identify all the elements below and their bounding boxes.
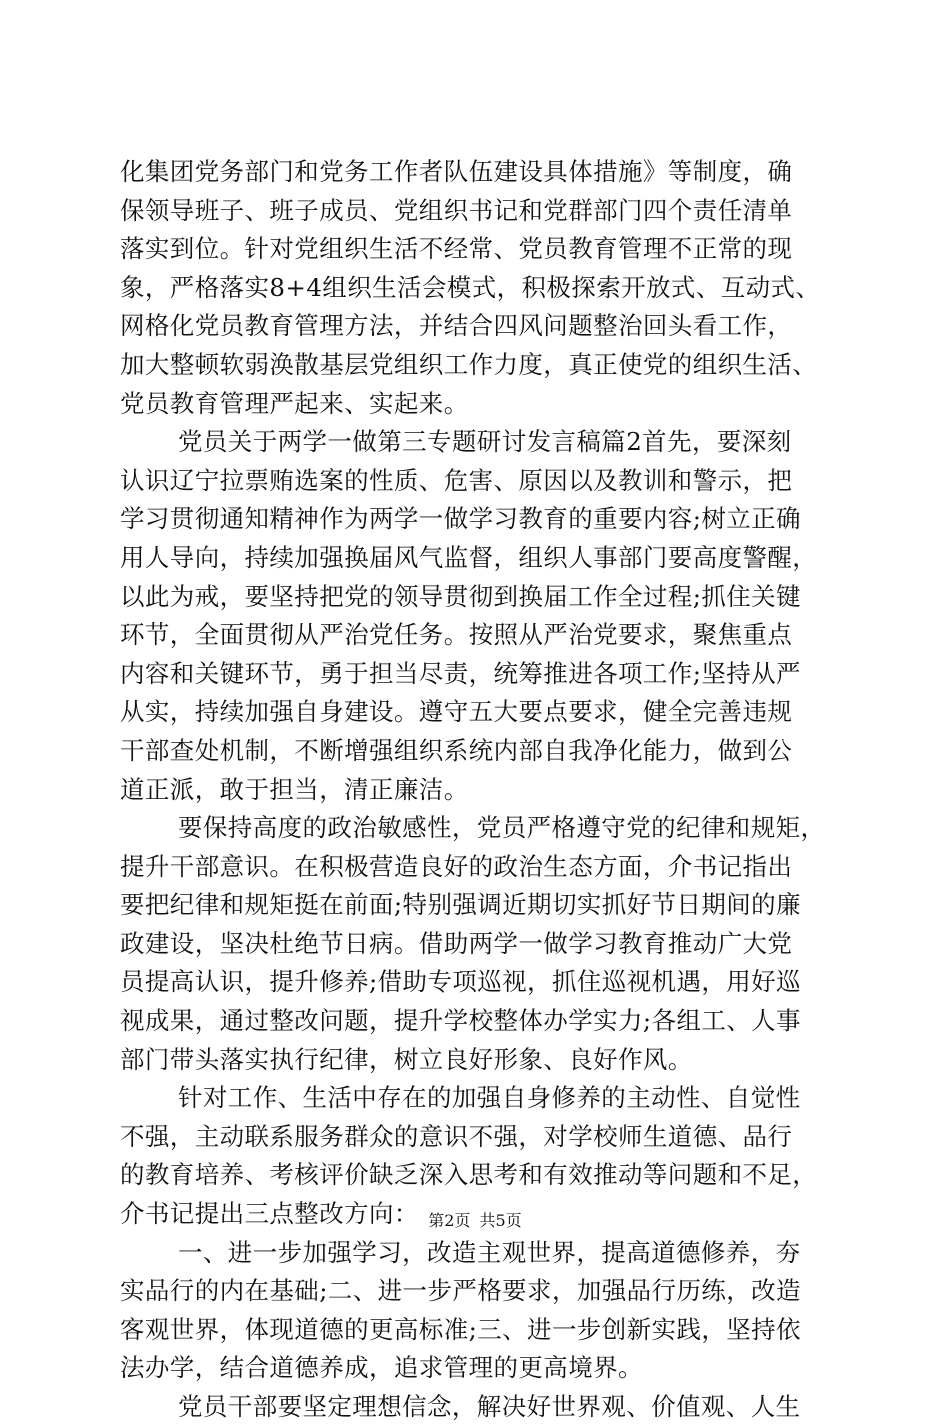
text-line: 内容和关键环节，勇于担当尽责，统筹推进各项工作;坚持从严	[120, 658, 801, 688]
text-line: 员提高认识，提升修养;借助专项巡视，抓住巡视机遇，用好巡	[120, 967, 801, 997]
text-line: 化集团党务部门和党务工作者队伍建设具体措施》等制度，确	[120, 157, 793, 186]
text-line: 党员干部要坚定理想信念，解决好世界观、价值观、人生	[178, 1392, 801, 1421]
page-footer	[0, 1210, 950, 1232]
text-line: 实品行的内在基础;二、进一步严格要求，加强品行历练，改造	[120, 1276, 801, 1306]
text-line: 视成果，通过整改问题，提升学校整体办学实力;各组工、人事	[120, 1006, 801, 1036]
text-line: 介书记提出三点整改方向：	[120, 1199, 419, 1229]
text-line: 加大整顿软弱涣散基层党组织工作力度，真正使党的组织生活、	[120, 349, 818, 379]
text-line: 提升干部意识。在积极营造良好的政治生态方面，介书记指出	[120, 851, 793, 881]
text-line: 政建设，坚决杜绝节日病。借助两学一做学习教育推动广大党	[120, 928, 793, 958]
text-line: 法办学，结合道德养成，追求管理的更高境界。	[120, 1353, 643, 1383]
text-line: 以此为戒，要坚持把党的领导贯彻到换届工作全过程;抓住关键	[120, 581, 801, 611]
text-line: 用人导向，持续加强换届风气监督，组织人事部门要高度警醒，	[120, 542, 818, 572]
text-line: 象，严格落实8+4组织生活会模式，积极探索开放式、互动式、	[120, 272, 821, 302]
text-line: 网格化党员教育管理方法，并结合四风问题整治回头看工作，	[120, 311, 793, 341]
text-line: 认识辽宁拉票贿选案的性质、危害、原因以及教训和警示，把	[120, 465, 793, 495]
text-line: 不强，主动联系服务群众的意识不强，对学校师生道德、品行	[120, 1121, 793, 1151]
text-line: 落实到位。针对党组织生活不经常、党员教育管理不正常的现	[120, 234, 793, 264]
text-line: 学习贯彻通知精神作为两学一做学习教育的重要内容;树立正确	[120, 504, 801, 534]
text-line: 道正派，敢于担当，清正廉洁。	[120, 774, 469, 804]
text-line: 党员关于两学一做第三专题研讨发言稿篇2首先，要深刻	[178, 427, 792, 457]
text-line: 要保持高度的政治敏感性，党员严格遵守党的纪律和规矩，	[178, 813, 826, 843]
text-line: 党员教育管理严起来、实起来。	[120, 388, 469, 418]
page-total: 共5页	[479, 1211, 522, 1230]
text-line: 针对工作、生活中存在的加强自身修养的主动性、自觉性	[178, 1083, 801, 1113]
text-line: 一、进一步加强学习，改造主观世界，提高道德修养，夯	[178, 1237, 801, 1267]
document-body	[120, 153, 835, 1427]
text-line: 的教育培养、考核评价缺乏深入思考和有效推动等问题和不足，	[120, 1160, 818, 1190]
page-number: 第2页	[428, 1211, 471, 1230]
text-line: 从实，持续加强自身建设。遵守五大要点要求，健全完善违规	[120, 697, 793, 727]
text-line: 保领导班子、班子成员、党组织书记和党群部门四个责任清单	[120, 195, 793, 225]
text-line: 客观世界，体现道德的更高标准;三、进一步创新实践，坚持依	[120, 1314, 801, 1344]
text-line: 环节，全面贯彻从严治党任务。按照从严治党要求，聚焦重点	[120, 620, 793, 650]
text-line: 要把纪律和规矩挺在前面;特别强调近期切实抓好节日期间的廉	[120, 890, 801, 920]
text-line: 干部查处机制，不断增强组织系统内部自我净化能力，做到公	[120, 735, 793, 765]
text-line: 部门带头落实执行纪律，树立良好形象、良好作风。	[120, 1044, 693, 1074]
